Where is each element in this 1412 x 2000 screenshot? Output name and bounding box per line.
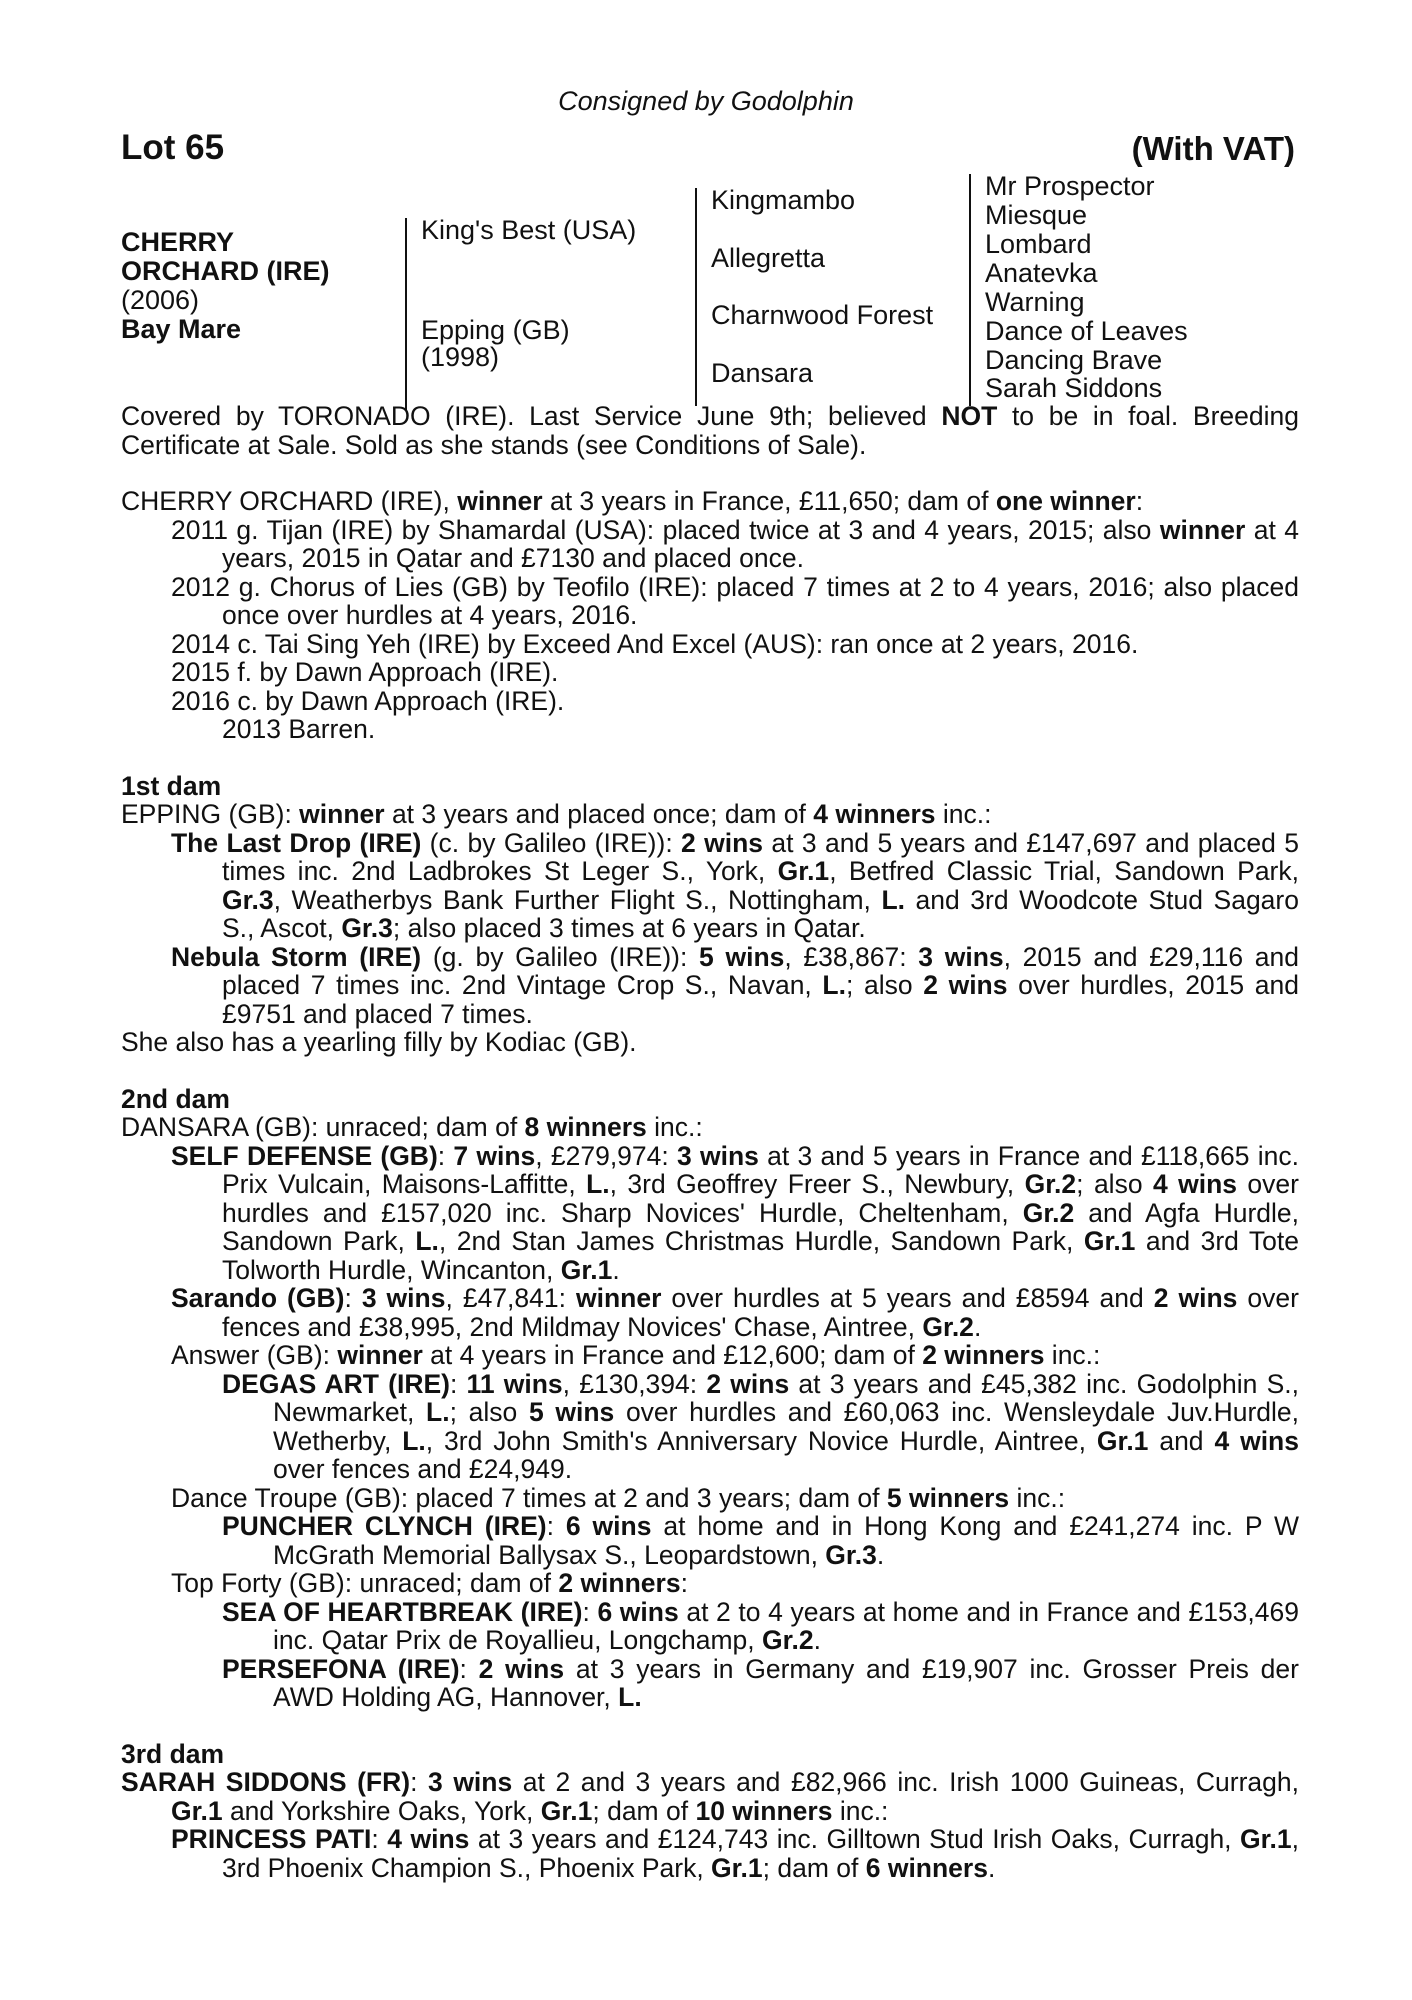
pedigree-divider-2: [695, 188, 697, 406]
gen4-3: Lombard: [985, 229, 1092, 259]
produce-intro: CHERRY ORCHARD (IRE), winner at 3 years in France, £11,650; dam of one winner:: [121, 486, 1144, 516]
dam1-entry: Nebula Storm (IRE) (g. by Galileo (IRE)): 5 wins, £38,867: 3 wins, 2015 and £29,116 and placed 7 times inc. 2nd Vintage Crop S., Navan, L.; also 2 wins over hurdles, 2015 and £9751 and placed 7 times.: [171, 941, 1299, 1029]
dam-name: Epping (GB): [421, 315, 570, 345]
gen4-4: Anatevka: [985, 258, 1098, 288]
produce-item: 2012 g. Chorus of Lies (GB) by Teofilo (IRE): placed 7 times at 2 to 4 years, 2016; also placed once over hurdles at 4 years, 2016.: [171, 571, 1299, 630]
dam2-subentry: PERSEFONA (IRE): 2 wins at 3 years in Germany and £19,907 inc. Grosser Preis der AWD Holding AG, Hannover, L.: [222, 1653, 1299, 1712]
horse-name-line2: ORCHARD (IRE): [121, 256, 330, 286]
pedigree-table: [121, 171, 1301, 403]
catalogue-text: [121, 402, 1299, 1882]
dam2-subentry: PUNCHER CLYNCH (IRE): 6 wins at home and in Hong Kong and £241,274 inc. P W McGrath Memorial Ballysax S., Leopardstown, Gr.3.: [222, 1511, 1299, 1570]
lot-number: Lot 65: [121, 128, 225, 167]
gen4-5: Warning: [985, 287, 1085, 317]
section-heading-3rd-dam: 3rd dam: [121, 1738, 225, 1769]
produce-item: 2015 f. by Dawn Approach (IRE).: [171, 657, 559, 687]
gen4-8: Sarah Siddons: [985, 373, 1163, 403]
gen4-6: Dance of Leaves: [985, 316, 1188, 346]
section-heading-2nd-dam: 2nd dam: [121, 1083, 230, 1114]
gen4-1: Mr Prospector: [985, 171, 1155, 201]
gen3-sire-sire: Kingmambo: [711, 185, 856, 215]
dam2-entry: Sarando (GB): 3 wins, £47,841: winner over hurdles at 5 years and £8594 and 2 wins over fences and £38,995, 2nd Mildmay Novices' Chase, Aintree, Gr.2.: [171, 1283, 1299, 1342]
dam1-entry: The Last Drop (IRE) (c. by Galileo (IRE)): 2 wins at 3 and 5 years and £147,697 and placed 5 times inc. 2nd Ladbrokes St Leger S., York, Gr.1, Betfred Classic Trial, Sandown Park, Gr.3, Weatherbys Bank Further Flight S., Nottingham, L. and 3rd Woodcote Stud Sagaro S., Ascot, Gr.3; also placed 3 times at 6 years in Qatar.: [171, 827, 1299, 943]
produce-item: 2014 c. Tai Sing Yeh (IRE) by Exceed And Excel (AUS): ran once at 2 years, 2016.: [171, 628, 1139, 659]
dam3-entry: PRINCESS PATI: 4 wins at 3 years and £124,743 inc. Gilltown Stud Irish Oaks, Curragh, Gr.1, 3rd Phoenix Champion S., Phoenix Park, Gr.1; dam of 6 winners.: [171, 1824, 1299, 1883]
produce-item: 2013 Barren.: [222, 714, 376, 744]
gen3-dam-dam: Dansara: [711, 358, 814, 388]
dam2-intro: DANSARA (GB): unraced; dam of 8 winners inc.:: [121, 1112, 703, 1142]
sire-name: King's Best (USA): [421, 215, 637, 245]
dam1-note: She also has a yearling filly by Kodiac (GB).: [121, 1027, 637, 1057]
gen3-dam-sire: Charnwood Forest: [711, 300, 934, 330]
dam-year: (1998): [421, 342, 500, 372]
dam1-intro: EPPING (GB): winner at 3 years and placed once; dam of 4 winners inc.:: [121, 799, 992, 829]
dam2-entry: Answer (GB): winner at 4 years in France and £12,600; dam of 2 winners inc.:: [171, 1340, 1101, 1370]
section-heading-1st-dam: 1st dam: [121, 770, 222, 801]
pedigree-divider-3: [969, 174, 971, 406]
gen3-sire-dam: Allegretta: [711, 243, 826, 273]
gen4-2: Miesque: [985, 200, 1088, 230]
covering-note: Covered by TORONADO (IRE). Last Service June 9th; believed NOT to be in foal. Breeding Certificate at Sale. Sold as she stands (see Conditions of Sale).: [121, 401, 1299, 460]
dam2-entry: SELF DEFENSE (GB): 7 wins, £279,974: 3 wins at 3 and 5 years in France and £118,665 inc. Prix Vulcain, Maisons-Laffitte, L., 3rd Geoffrey Freer S., Newbury, Gr.2; also 4 wins over hurdles and £157,020 inc. Sharp Novices' Hurdle, Cheltenham, Gr.2 and Agfa Hurdle, Sandown Park, L., 2nd Stan James Christmas Hurdle, Sandown Park, Gr.1 and 3rd Tote Tolworth Hurdle, Wincanton, Gr.1.: [171, 1140, 1300, 1285]
dam2-subentry: SEA OF HEARTBREAK (IRE): 6 wins at 2 to 4 years at home and in France and £153,469 inc. Qatar Prix de Royallieu, Longchamp, Gr.2.: [222, 1596, 1299, 1655]
dam3-intro: SARAH SIDDONS (FR): 3 wins at 2 and 3 years and £82,966 inc. Irish 1000 Guineas, Curragh, Gr.1 and Yorkshire Oaks, York, Gr.1; dam of 10 winners inc.:: [121, 1767, 1299, 1826]
gen4-7: Dancing Brave: [985, 345, 1163, 375]
vat-note: (With VAT): [1131, 130, 1295, 167]
produce-item: 2016 c. by Dawn Approach (IRE).: [171, 685, 565, 716]
horse-name-line1: CHERRY: [121, 227, 235, 257]
pedigree-divider-1: [405, 218, 407, 410]
dam2-entry: Dance Troupe (GB): placed 7 times at 2 and 3 years; dam of 5 winners inc.:: [171, 1482, 1066, 1513]
horse-sex: Bay Mare: [121, 314, 242, 344]
consignor-line: Consigned by Godolphin: [558, 86, 854, 116]
dam2-subentry: DEGAS ART (IRE): 11 wins, £130,394: 2 wins at 3 years and £45,382 inc. Godolphin S., Newmarket, L.; also 5 wins over hurdles and £60,063 inc. Wensleydale Juv.Hurdle, Wetherby, L., 3rd John Smith's Anniversary Novice Hurdle, Aintree, Gr.1 and 4 wins over fences and £24,949.: [222, 1368, 1299, 1484]
produce-item: 2011 g. Tijan (IRE) by Shamardal (USA): placed twice at 3 and 4 years, 2015; also winner at 4 years, 2015 in Qatar and £7130 and placed once.: [171, 514, 1299, 573]
horse-year: (2006): [121, 285, 200, 315]
dam2-entry: Top Forty (GB): unraced; dam of 2 winners:: [171, 1568, 688, 1598]
